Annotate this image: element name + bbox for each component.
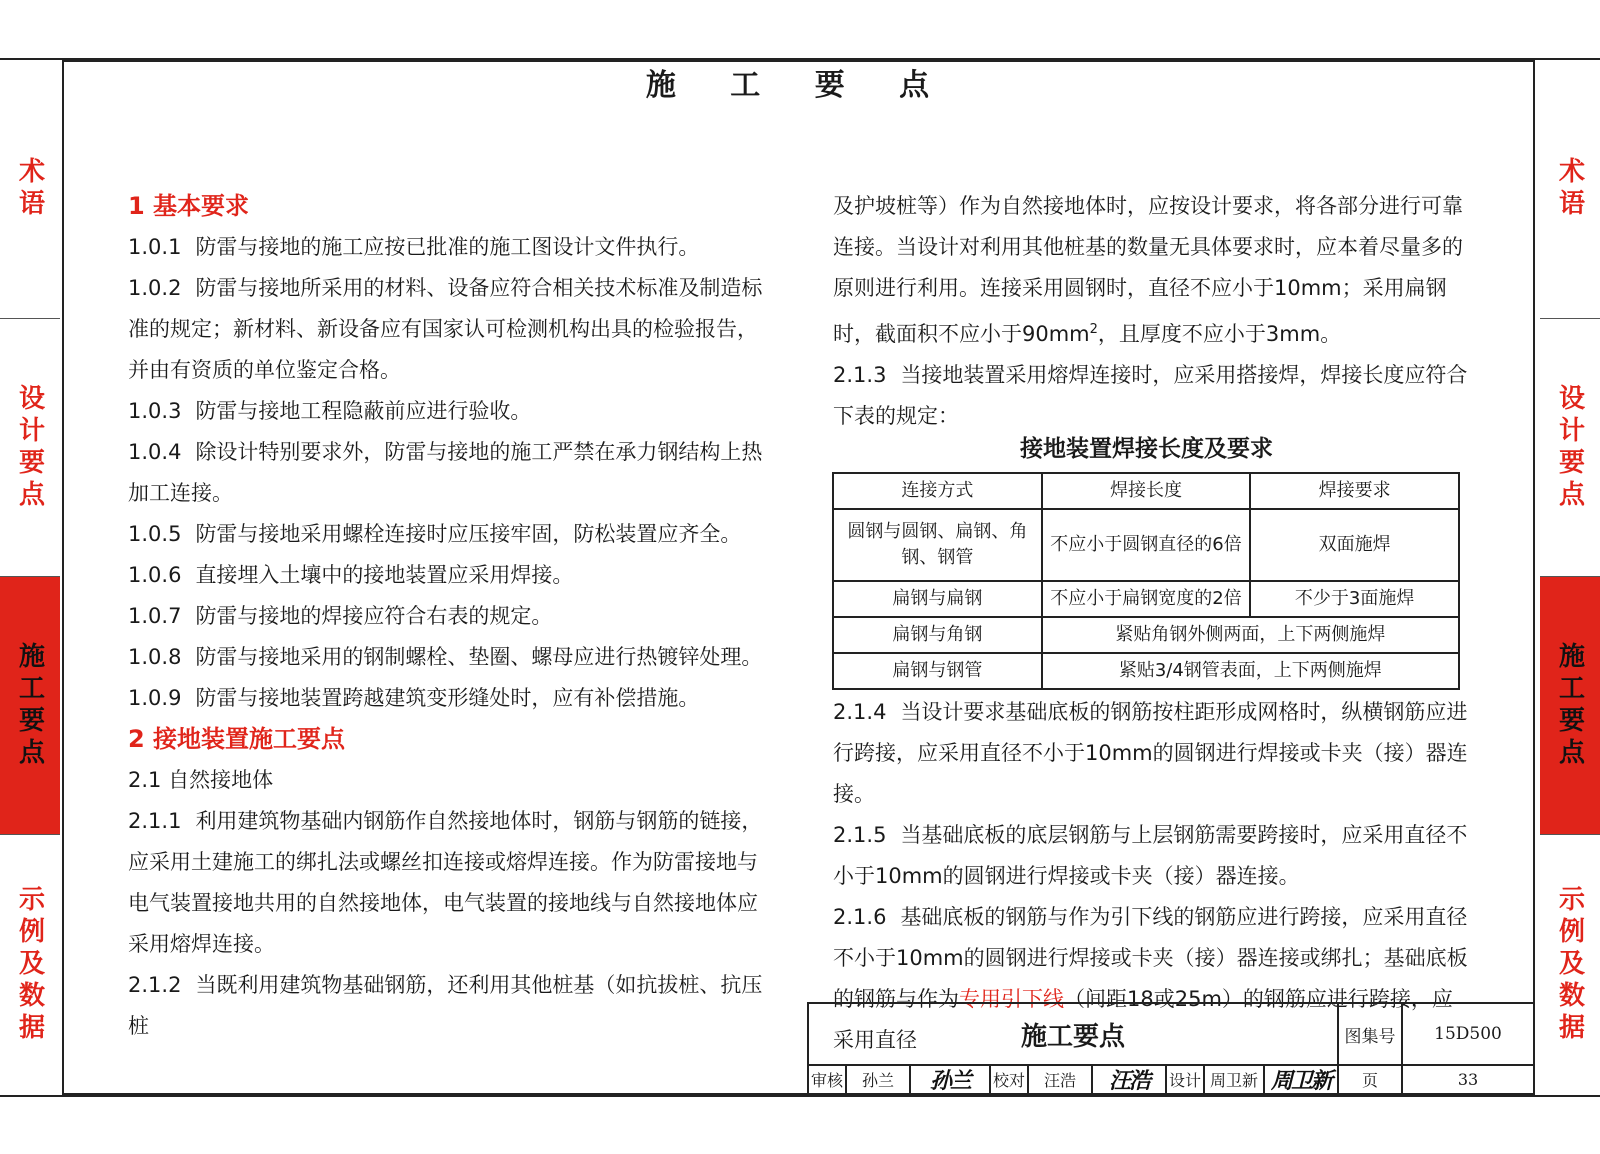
clause-1-0-6: 1.0.6 直接埋入土壤中的接地装置应采用焊接。	[128, 563, 574, 587]
side-tab-construction[interactable]	[0, 576, 60, 834]
page-title: 施 工 要 点	[645, 68, 952, 103]
left-column	[128, 186, 773, 1047]
side-tab-label: 施工要点	[1554, 641, 1585, 770]
atlas-number: 15D500	[1403, 1004, 1533, 1066]
side-tab-design[interactable]	[0, 318, 60, 576]
table-cell: 扁钢与扁钢	[833, 581, 1042, 617]
page-label: 页	[1339, 1066, 1403, 1093]
sheet-bottom-rule	[0, 1095, 1600, 1097]
clause-2-1-1: 2.1.1 利用建筑物基础内钢筋作自然接地体时，钢筋与钢筋的链接，应采用土建施工的绑扎法或螺丝扣连接或熔焊连接。作为防雷接地与电气装置接地共用的自然接地体，电气装置的接地线与自然接地体应采用熔焊连接。	[128, 809, 763, 956]
checker-signature: 汪浩	[1093, 1066, 1167, 1093]
reviewer-name: 孙兰	[847, 1066, 911, 1093]
table-row	[833, 581, 1459, 617]
table-cell: 不少于3面施焊	[1250, 581, 1459, 617]
side-tab-label: 施工要点	[14, 641, 45, 770]
reviewer-signature: 孙兰	[911, 1066, 991, 1093]
table-row	[833, 653, 1459, 689]
left-side-tabs	[0, 60, 60, 1095]
table-cell: 紧贴角钢外侧两面，上下两侧施焊	[1042, 617, 1459, 653]
title-block-title: 施工要点	[809, 1004, 1339, 1066]
clause-2-1-3: 2.1.3 当接地装置采用熔焊连接时，应采用搭接焊，焊接长度应符合下表的规定：	[833, 363, 1468, 428]
clause-2-1-2-start: 2.1.2 当既利用建筑物基础钢筋，还利用其他桩基（如抗拔桩、抗压桩	[128, 973, 763, 1038]
clause-1-0-9: 1.0.9 防雷与接地装置跨越建筑变形缝处时，应有补偿措施。	[128, 686, 700, 710]
check-label: 校对	[991, 1066, 1029, 1093]
table-header-cell: 焊接要求	[1250, 473, 1459, 509]
table-row	[833, 509, 1459, 581]
clause-2-1-6: 2.1.6 基础底板的钢筋与作为引下线的钢筋应进行跨接，应采用直径不小于10mm的圆钢进行焊接或卡夹（接）器连接或绑扎；基础底板的钢筋与作为专用引下线（间距18或25m）的钢筋应进行跨接，应采用直径	[833, 905, 1468, 1052]
design-label: 设计	[1167, 1066, 1205, 1093]
side-tab-terms[interactable]	[0, 60, 60, 318]
side-tab-label: 示例及数据	[1554, 885, 1585, 1045]
table-header-row	[833, 473, 1459, 509]
clause-1-0-2: 1.0.2 防雷与接地所采用的材料、设备应符合相关技术标准及制造标准的规定；新材料、新设备应有国家认可检测机构出具的检验报告，并由有资质的单位鉴定合格。	[128, 276, 763, 382]
table-cell: 圆钢与圆钢、扁钢、角钢、钢管	[833, 509, 1042, 581]
table-cell: 紧贴3/4钢管表面，上下两侧施焊	[1042, 653, 1459, 689]
title-block	[807, 1002, 1535, 1095]
section-heading: 1 基本要求	[128, 192, 250, 220]
table-cell: 扁钢与钢管	[833, 653, 1042, 689]
page-number: 33	[1457, 1070, 1479, 1089]
side-tab-label: 术语	[1554, 157, 1585, 221]
table-cell: 不应小于圆钢直径的6倍	[1042, 509, 1251, 581]
right-side-tabs	[1540, 60, 1600, 1095]
dedicated-down-conductor-term: 专用引下线	[959, 987, 1064, 1011]
review-label: 审核	[809, 1066, 847, 1093]
side-tab-construction[interactable]	[1540, 576, 1600, 834]
table-cell: 不应小于扁钢宽度的2倍	[1042, 581, 1251, 617]
table-cell: 扁钢与角钢	[833, 617, 1042, 653]
atlas-label: 图集号	[1339, 1004, 1403, 1066]
clause-1-0-8: 1.0.8 防雷与接地采用的钢制螺栓、垫圈、螺母应进行热镀锌处理。	[128, 645, 763, 669]
section-heading: 2 接地装置施工要点	[128, 725, 346, 753]
side-tab-label: 设计要点	[14, 383, 45, 512]
clause-2-1-4: 2.1.4 当设计要求基础底板的钢筋按柱距形成网格时，纵横钢筋应进行跨接，应采用直径不小于10mm的圆钢进行焊接或卡夹（接）器连接。	[833, 700, 1468, 806]
right-column	[833, 186, 1473, 437]
clause-1-0-4: 1.0.4 除设计特别要求外，防雷与接地的施工严禁在承力钢结构上热加工连接。	[128, 440, 763, 505]
clause-2-1-2-cont: 及护坡桩等）作为自然接地体时，应按设计要求，将各部分进行可靠连接。当设计对利用其他桩基的数量无具体要求时，应本着尽量多的原则进行利用。连接采用圆钢时，直径不应小于10mm；采用扁钢时，截面积不应小于$90mm^2$，且厚度不应小于3mm。	[833, 194, 1463, 346]
clause-1-0-3: 1.0.3 防雷与接地工程隐蔽前应进行验收。	[128, 399, 532, 423]
table-row	[833, 617, 1459, 653]
table-header-cell: 焊接长度	[1042, 473, 1251, 509]
checker-name: 汪浩	[1029, 1066, 1093, 1093]
clause-2-1-5: 2.1.5 当基础底板的底层钢筋与上层钢筋需要跨接时，应采用直径不小于10mm的圆钢进行焊接或卡夹（接）器连接。	[833, 823, 1468, 888]
side-tab-examples[interactable]	[0, 834, 60, 1095]
side-tab-label: 示例及数据	[14, 885, 45, 1045]
clause-1-0-1: 1.0.1 防雷与接地的施工应按已批准的施工图设计文件执行。	[128, 235, 700, 259]
designer-name: 周卫新	[1205, 1066, 1265, 1093]
side-tab-label: 设计要点	[1554, 383, 1585, 512]
side-tab-label: 术语	[14, 157, 45, 221]
table-cell: 双面施焊	[1250, 509, 1459, 581]
clause-1-0-5: 1.0.5 防雷与接地采用螺栓连接时应压接牢固，防松装置应齐全。	[128, 522, 742, 546]
side-tab-terms[interactable]	[1540, 60, 1600, 318]
weld-table-title: 接地装置焊接长度及要求	[1020, 436, 1273, 462]
side-tab-design[interactable]	[1540, 318, 1600, 576]
clause-1-0-7: 1.0.7 防雷与接地的焊接应符合右表的规定。	[128, 604, 553, 628]
side-tab-examples[interactable]	[1540, 834, 1600, 1095]
subsection-heading: 2.1 自然接地体	[128, 768, 274, 792]
table-header-cell: 连接方式	[833, 473, 1042, 509]
designer-signature: 周卫新	[1265, 1066, 1339, 1093]
weld-length-table	[832, 472, 1460, 690]
